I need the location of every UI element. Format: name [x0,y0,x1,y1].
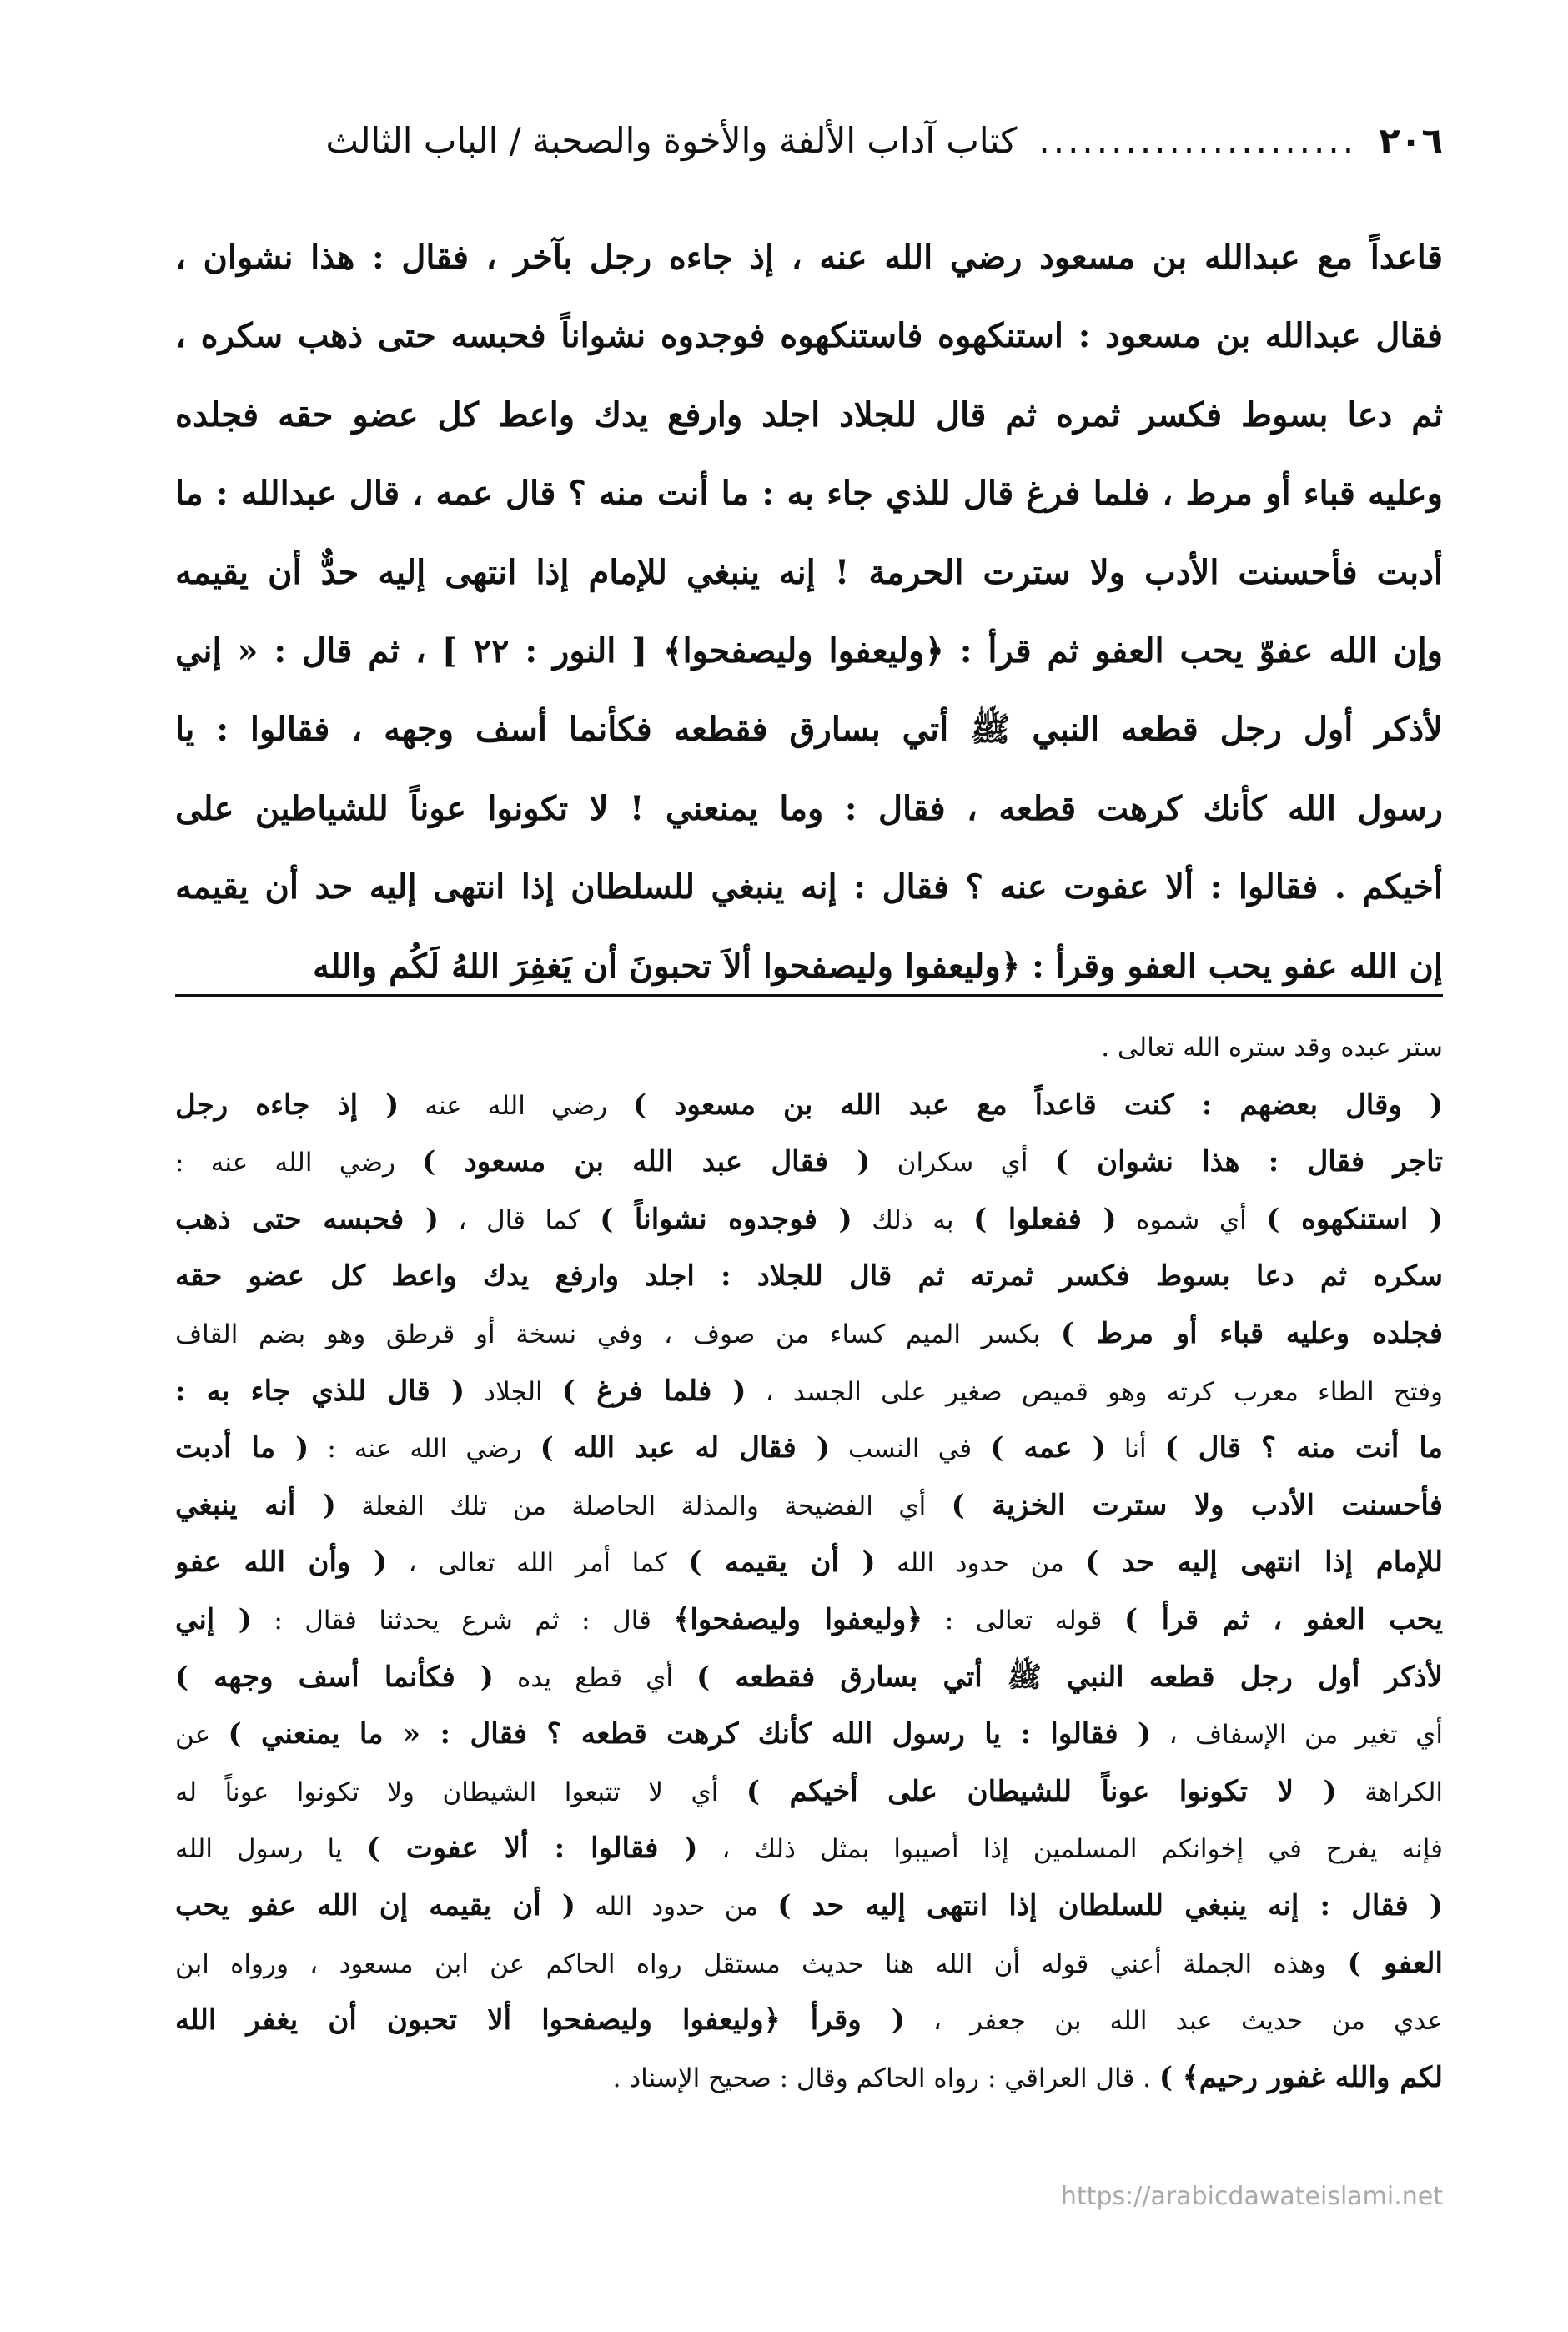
commentary-line [175,1534,1443,1591]
commentary-line [175,1706,1443,1763]
commentary-line [175,1305,1443,1363]
commentary-line [175,1133,1443,1191]
commentary-quoted-text: ( أن يقيمه إن الله عفو يحب [175,1888,576,1922]
main-text-line: أخيكم . فقالوا : ألا عفوت عنه ؟ فقال : إنه ينبغي للسلطان إذا انتهى إليه حد أن يقيمه [175,867,1443,907]
footnote-divider [175,994,1443,997]
commentary-quoted-text: ما أنت منه ؟ قال ) [1164,1431,1443,1465]
commentary-explanation: من حدود الله [575,1891,778,1922]
commentary-line [175,2049,1443,2107]
commentary-explanation: كما أمر الله تعالى ، [387,1548,689,1579]
commentary-explanation: في النسب [829,1434,991,1465]
commentary-line [175,1992,1443,2049]
commentary-quoted-text: فجلده وعليه قباء أو مرط ) [1060,1316,1443,1350]
commentary-explanation: أي شموه [1116,1204,1267,1235]
commentary-quoted-text: ( فقال : إنه ينبغي للسلطان إذا انتهى إليه حد ) [777,1888,1443,1922]
commentary-line [175,1820,1443,1877]
commentary-quoted-text: ( عمه ) [990,1431,1106,1465]
commentary-explanation: . قال العراقي : رواه الحاكم وقال : صحيح الإسناد . [612,2063,1159,2093]
header-title: كتاب آداب الألفة والأخوة والصحبة / الباب الثالث [325,119,1018,161]
commentary-quoted-text: ( فقال له عبد الله ) [540,1431,830,1465]
commentary-explanation: رضي الله عنه : [309,1434,540,1465]
main-text-line: فقال عبدالله بن مسعود : استنكهوه فاستنكهوه فوجدوه نشواناً فحبسه حتى ذهب سكره ، [175,316,1443,356]
commentary-quoted-text: ( ففعلوا ) [973,1202,1117,1236]
commentary-explanation: الجلاد [465,1376,562,1407]
commentary-line [175,1877,1443,1935]
main-text-line: وعليه قباء أو مرط ، فلما فرغ قال للذي جاء به : ما أنت منه ؟ قال عمه ، قال عبدالله : ما [175,474,1443,514]
commentary-quoted-text: ( وأن الله عفو [175,1545,388,1580]
commentary-line [175,1763,1443,1821]
header-dot-leader: ...................... [1038,119,1358,161]
commentary-explanation: به ذلك [852,1204,974,1235]
commentary-quoted-text: يحب العفو ، ثم قرأ ) [1124,1602,1443,1636]
watermark-url: https://arabicdawateislami.net [1060,2182,1443,2211]
commentary-explanation: من حدود الله [875,1548,1086,1579]
commentary-line [175,1649,1443,1706]
commentary-quoted-text: ( فلما فرغ ) [561,1374,746,1408]
commentary-explanation: قال : ثم شرع يحدثنا فقال : [251,1605,674,1636]
main-text-line: أدبت فأحسنت الأدب ولا سترت الحرمة ! إنه ينبغي للإمام إذا انتهى إليه حدٌّ أن يقيمه [175,552,1443,592]
commentary-quoted-text: العفو ) [1347,1946,1443,1980]
commentary-quoted-text: ( فحبسه حتى ذهب [175,1202,439,1236]
commentary-explanation: الكراهة [1336,1777,1443,1807]
running-header [175,115,1443,165]
commentary-explanation: عدي من حديث عبد الله بن جعفر ، [904,2006,1443,2037]
commentary-quoted-text: ( استنكهوه ) [1266,1202,1443,1236]
commentary-explanation: أي قطع يده [493,1662,697,1693]
main-text-line: ثم دعا بسوط فكسر ثمره ثم قال للجلاد اجلد وارفع يدك واعط كل عضو حقه فجلده [175,395,1443,435]
commentary-line [175,1591,1443,1649]
commentary-quoted-text: ﴿وليعفوا وليصفحوا﴾ [673,1602,923,1636]
commentary-quoted-text: فأحسنت الأدب ولا سترت الخزية ) [951,1488,1443,1522]
commentary-explanation: كما قال ، [438,1204,601,1235]
commentary-quoted-text: ( فقالوا : ألا عفوت ) [366,1832,698,1866]
commentary-quoted-text: سكره ثم دعا بسوط فكسر ثمرته ثم قال للجلاد : اجلد وارفع يدك واعط كل عضو حقه [175,1259,1443,1294]
commentary-explanation: قوله تعالى : [922,1605,1125,1636]
commentary-quoted-text: ( فقال عبد الله بن مسعود ) [422,1145,871,1179]
commentary-quoted-text: ( لا تكونوا عوناً للشيطان على أخيكم ) [746,1774,1337,1808]
commentary-explanation: فإنه يفرح في إخوانكم المسلمين إذا أصيبوا بمثل ذلك ، [697,1834,1443,1865]
commentary-explanation: أنا [1105,1434,1165,1465]
commentary-quoted-text: للإمام إذا انتهى إليه حد ) [1085,1545,1443,1580]
commentary-line [175,1191,1443,1249]
commentary-explanation: رضي الله عنه : [175,1148,423,1179]
commentary-quoted-text: لأذكر أول رجل قطعه النبي ﷺ أتي بسارق فقطعه ) [696,1660,1443,1694]
commentary-quoted-text: ( أنه ينبغي [175,1488,336,1522]
commentary-quoted-text: ( فوجدوه نشواناً ) [600,1202,852,1236]
commentary-quoted-text: ( إذ جاءه رجل [175,1088,400,1122]
commentary-explanation: وفتح الطاء معرب كرته وهو قميص صغير على الجسد ، [746,1376,1443,1407]
main-text-line: لأذكر أول رجل قطعه النبي ﷺ أتي بسارق فقطعه فكأنما أسف وجهه ، فقالوا : يا [175,710,1443,750]
commentary-quoted-text: ( وقال بعضهم : كنت قاعداً مع عبد الله بن مسعود ) [633,1088,1443,1122]
commentary-quoted-text: لكم والله غفور رحيم﴾ ) [1158,2060,1443,2094]
commentary-explanation: وهذه الجملة أعني قوله أن الله هنا حديث مستقل رواه الحاكم عن ابن مسعود ، ورواه ابن [175,1948,1348,1979]
commentary-explanation: ستر عبده وقد ستره الله تعالى . [1101,1033,1443,1063]
commentary-line [175,1363,1443,1420]
main-text-line: رسول الله كأنك كرهت قطعه ، فقال : وما يمنعني ! لا تكونوا عوناً للشياطين على [175,788,1443,828]
main-text-line: وإن الله عفوّ يحب العفو ثم قرأ : ﴿وليعفوا وليصفحوا﴾ [ النور : ٢٢ ] ، ثم قال : « إني [175,631,1443,671]
commentary-explanation: أي تغير من الإسفاف ، [1151,1720,1443,1751]
commentary-quoted-text: ( أن يقيمه ) [688,1545,876,1580]
commentary-line [175,1935,1443,1993]
commentary-explanation: يا رسول الله [175,1834,367,1865]
commentary-line [175,1019,1443,1077]
commentary-explanation: رضي الله عنه [399,1090,634,1121]
commentary-explanation: أي لا تتبعوا الشيطان ولا تكونوا عوناً له [175,1777,746,1807]
main-text-line: إن الله عفو يحب العفو وقرأ : ﴿وليعفوا وليصفحوا ألاَ تحبونَ أن يَغفِرَ اللهُ لَكُم والله [312,946,1443,986]
commentary-quoted-text: ( فقالوا : يا رسول الله كأنك كرهت قطعه ؟ فقال : « ما يمنعني ) [228,1717,1152,1752]
main-text-line: قاعداً مع عبدالله بن مسعود رضي الله عنه ، إذ جاءه رجل بآخر ، فقال : هذا نشوان ، [175,238,1443,277]
page-number: ٢٠٦ [1379,119,1443,161]
commentary-explanation: عن [175,1720,229,1751]
commentary-explanation: أي سكران [870,1148,1055,1179]
commentary-quoted-text: ( ما أدبت [175,1431,309,1465]
commentary-quoted-text: تاجر فقال : هذا نشوان ) [1054,1145,1443,1179]
commentary-block [175,1019,1443,2106]
commentary-explanation: أي الفضيحة والمذلة الحاصلة من تلك الفعلة [335,1490,952,1521]
commentary-quoted-text: ( قال للذي جاء به : [175,1374,465,1408]
commentary-quoted-text: ( وقرأ ﴿وليعفوا وليصفحوا ألا تحبون أن يغفر الله [175,2003,905,2038]
commentary-line [175,1077,1443,1134]
commentary-quoted-text: ( فكأنما أسف وجهه ) [175,1660,494,1694]
commentary-line [175,1248,1443,1305]
commentary-quoted-text: ( إني [175,1602,252,1636]
commentary-explanation: بكسر الميم كساء من صوف ، وفي نسخة أو قرطق وهو بضم القاف [175,1319,1061,1349]
commentary-line [175,1477,1443,1535]
main-text-block [175,219,1443,1006]
commentary-line [175,1420,1443,1477]
